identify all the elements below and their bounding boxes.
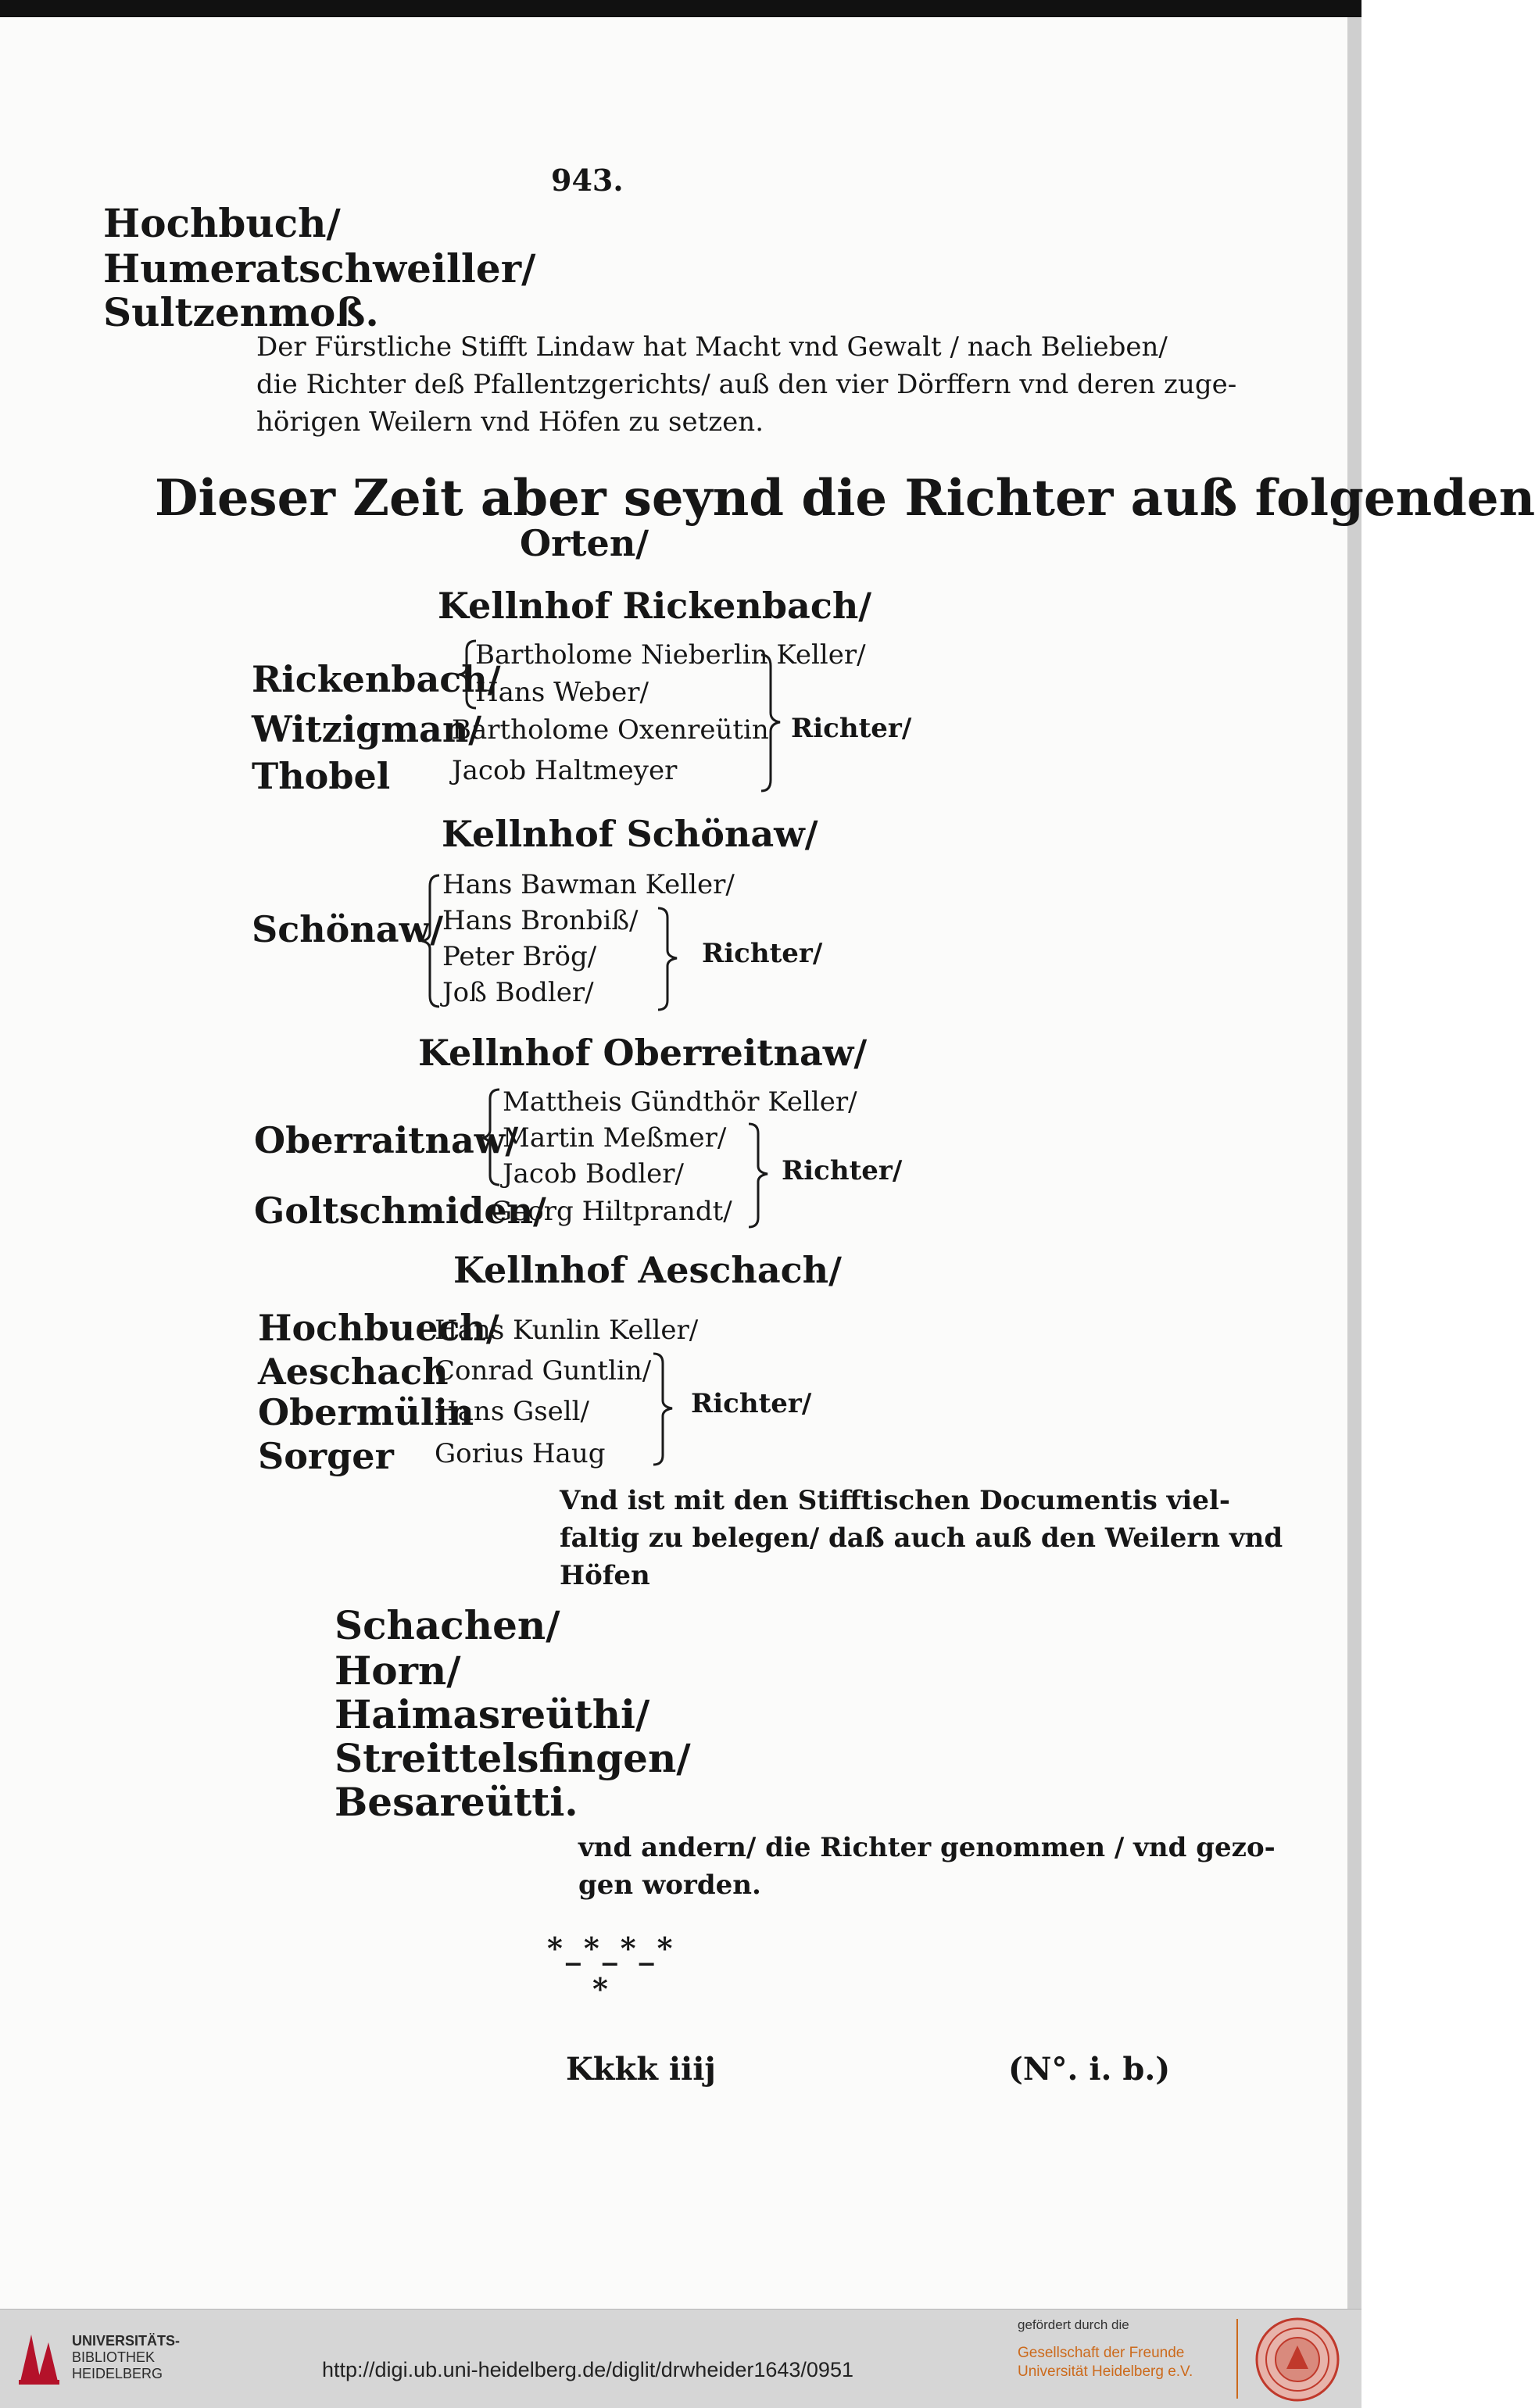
name-hiltprandt: Georg Hiltprandt/ bbox=[491, 1196, 732, 1227]
name-oxenreutin: Bartholome Oxenreütin bbox=[452, 714, 769, 746]
place-sultzenmoss: Sultzenmoß. bbox=[103, 289, 379, 335]
name-gsell: Hans Gsell/ bbox=[435, 1396, 590, 1427]
name-messmer: Martin Meßmer/ bbox=[503, 1122, 727, 1154]
heading-line1: Dieser Zeit aber seynd die Richter auß folgenden bbox=[155, 469, 1535, 528]
village-oberraitnaw: Oberraitnaw/ bbox=[254, 1119, 519, 1161]
section-title-schonaw: Kellnhof Schönaw/ bbox=[442, 813, 818, 855]
intro-line: Der Fürstliche Stifft Lindaw hat Macht vnd Gewalt / nach Belieben/ bbox=[256, 331, 1168, 363]
name-haltmeyer: Jacob Haltmeyer bbox=[452, 755, 678, 786]
name-bodler-jacob: Jacob Bodler/ bbox=[503, 1158, 684, 1190]
richter-label-rickenbach: Richter/ bbox=[791, 713, 912, 744]
richter-label-schonaw: Richter/ bbox=[702, 938, 823, 969]
library-line: HEIDELBERG bbox=[72, 2366, 163, 2381]
library-logo-icon bbox=[14, 2327, 63, 2388]
richter-label-aeschach: Richter/ bbox=[691, 1388, 812, 1419]
richter-label-oberreitnaw: Richter/ bbox=[782, 1155, 903, 1186]
library-line: UNIVERSITÄTS- bbox=[72, 2333, 181, 2349]
final-line: gen worden. bbox=[578, 1870, 761, 1901]
brace-right-schonaw bbox=[653, 907, 685, 1013]
final-line: vnd andern/ die Richter genommen / vnd gezo- bbox=[578, 1832, 1276, 1863]
closing-line: Vnd ist mit den Stifftischen Documentis viel- bbox=[560, 1485, 1231, 1516]
name-guntlin: Conrad Guntlin/ bbox=[435, 1355, 652, 1386]
top-edge bbox=[0, 0, 1361, 17]
name-nieberlin: Bartholome Nieberlin Keller/ bbox=[475, 639, 866, 671]
village-hochbuech: Hochbuech/ bbox=[258, 1307, 499, 1349]
village-rickenbach: Rickenbach/ bbox=[252, 658, 501, 700]
footer-divider bbox=[1236, 2319, 1238, 2399]
permalink-url[interactable]: http://digi.ub.uni-heidelberg.de/diglit/drwheider1643/0951 bbox=[322, 2358, 853, 2381]
section-title-aeschach: Kellnhof Aeschach/ bbox=[453, 1249, 842, 1291]
name-haug: Gorius Haug bbox=[435, 1438, 606, 1469]
society-name bbox=[1018, 2344, 1193, 2381]
name-bodler-joss: Joß Bodler/ bbox=[442, 977, 594, 1008]
heading-line2: Orten/ bbox=[520, 522, 649, 564]
place-hochbuch: Hochbuch/ bbox=[103, 200, 341, 246]
hamlet-besareutti: Besareütti. bbox=[335, 1779, 578, 1825]
village-aeschach: Aeschach bbox=[258, 1351, 449, 1393]
university-seal-icon bbox=[1255, 2317, 1340, 2402]
village-schonaw: Schönaw/ bbox=[252, 908, 444, 950]
village-witzigman: Witzigman/ bbox=[252, 708, 482, 750]
section-title-rickenbach: Kellnhof Rickenbach/ bbox=[438, 585, 872, 627]
page-number: 943. bbox=[551, 163, 624, 198]
brace-left-schonaw bbox=[420, 874, 444, 1008]
brace-right-oberreitnaw bbox=[744, 1122, 775, 1230]
name-brog: Peter Brög/ bbox=[442, 941, 597, 972]
village-goltschmiden: Goltschmiden/ bbox=[254, 1190, 546, 1232]
closing-line: faltig zu belegen/ daß auch auß den Weilern vnd bbox=[560, 1522, 1283, 1554]
name-gundthor: Mattheis Gündthör Keller/ bbox=[503, 1086, 857, 1118]
place-humeratschweiller: Humeratschweiller/ bbox=[103, 245, 536, 292]
name-bawman: Hans Bawman Keller/ bbox=[442, 869, 735, 900]
intro-line: die Richter deß Pfallentzgerichts/ auß den vier Dörffern vnd deren zuge- bbox=[256, 369, 1237, 400]
funded-by-text: gefördert durch die bbox=[1018, 2317, 1129, 2332]
village-sorger: Sorger bbox=[258, 1435, 394, 1477]
name-bronbiss: Hans Bronbiß/ bbox=[442, 905, 639, 936]
village-thobel: Thobel bbox=[252, 755, 391, 797]
catchword: (N°. i. b.) bbox=[1008, 2051, 1171, 2088]
society-line: Gesellschaft der Freunde bbox=[1018, 2345, 1185, 2361]
brace-left-oberreitnaw bbox=[481, 1088, 504, 1188]
footer-bar bbox=[0, 2309, 1361, 2408]
library-line: BIBLIOTHEK bbox=[72, 2349, 156, 2365]
ornament-stars: *_*_*_* bbox=[547, 1930, 676, 1966]
village-obermulin: Obermülin bbox=[258, 1391, 474, 1433]
name-kunlin: Hans Kunlin Keller/ bbox=[435, 1315, 699, 1346]
section-title-oberreitnaw: Kellnhof Oberreitnaw/ bbox=[418, 1032, 868, 1074]
brace-right-aeschach bbox=[649, 1352, 680, 1469]
society-line: Universität Heidelberg e.V. bbox=[1018, 2363, 1193, 2380]
signature-mark: Kkkk iiij bbox=[566, 2051, 716, 2088]
brace-right-rickenbach bbox=[757, 653, 788, 794]
hamlet-haimasreuthi: Haimasreüthi/ bbox=[335, 1691, 650, 1737]
hamlet-schachen: Schachen/ bbox=[335, 1602, 560, 1648]
name-weber: Hans Weber/ bbox=[475, 677, 649, 708]
library-name bbox=[72, 2333, 180, 2382]
hamlet-streittelsfingen: Streittelsfingen/ bbox=[335, 1735, 691, 1781]
hamlet-horn: Horn/ bbox=[335, 1648, 461, 1694]
ornament-star-single: * bbox=[592, 1971, 608, 2006]
intro-line: hörigen Weilern vnd Höfen zu setzen. bbox=[256, 406, 764, 438]
page-right-edge bbox=[1347, 17, 1361, 2309]
closing-line: Höfen bbox=[560, 1560, 650, 1591]
